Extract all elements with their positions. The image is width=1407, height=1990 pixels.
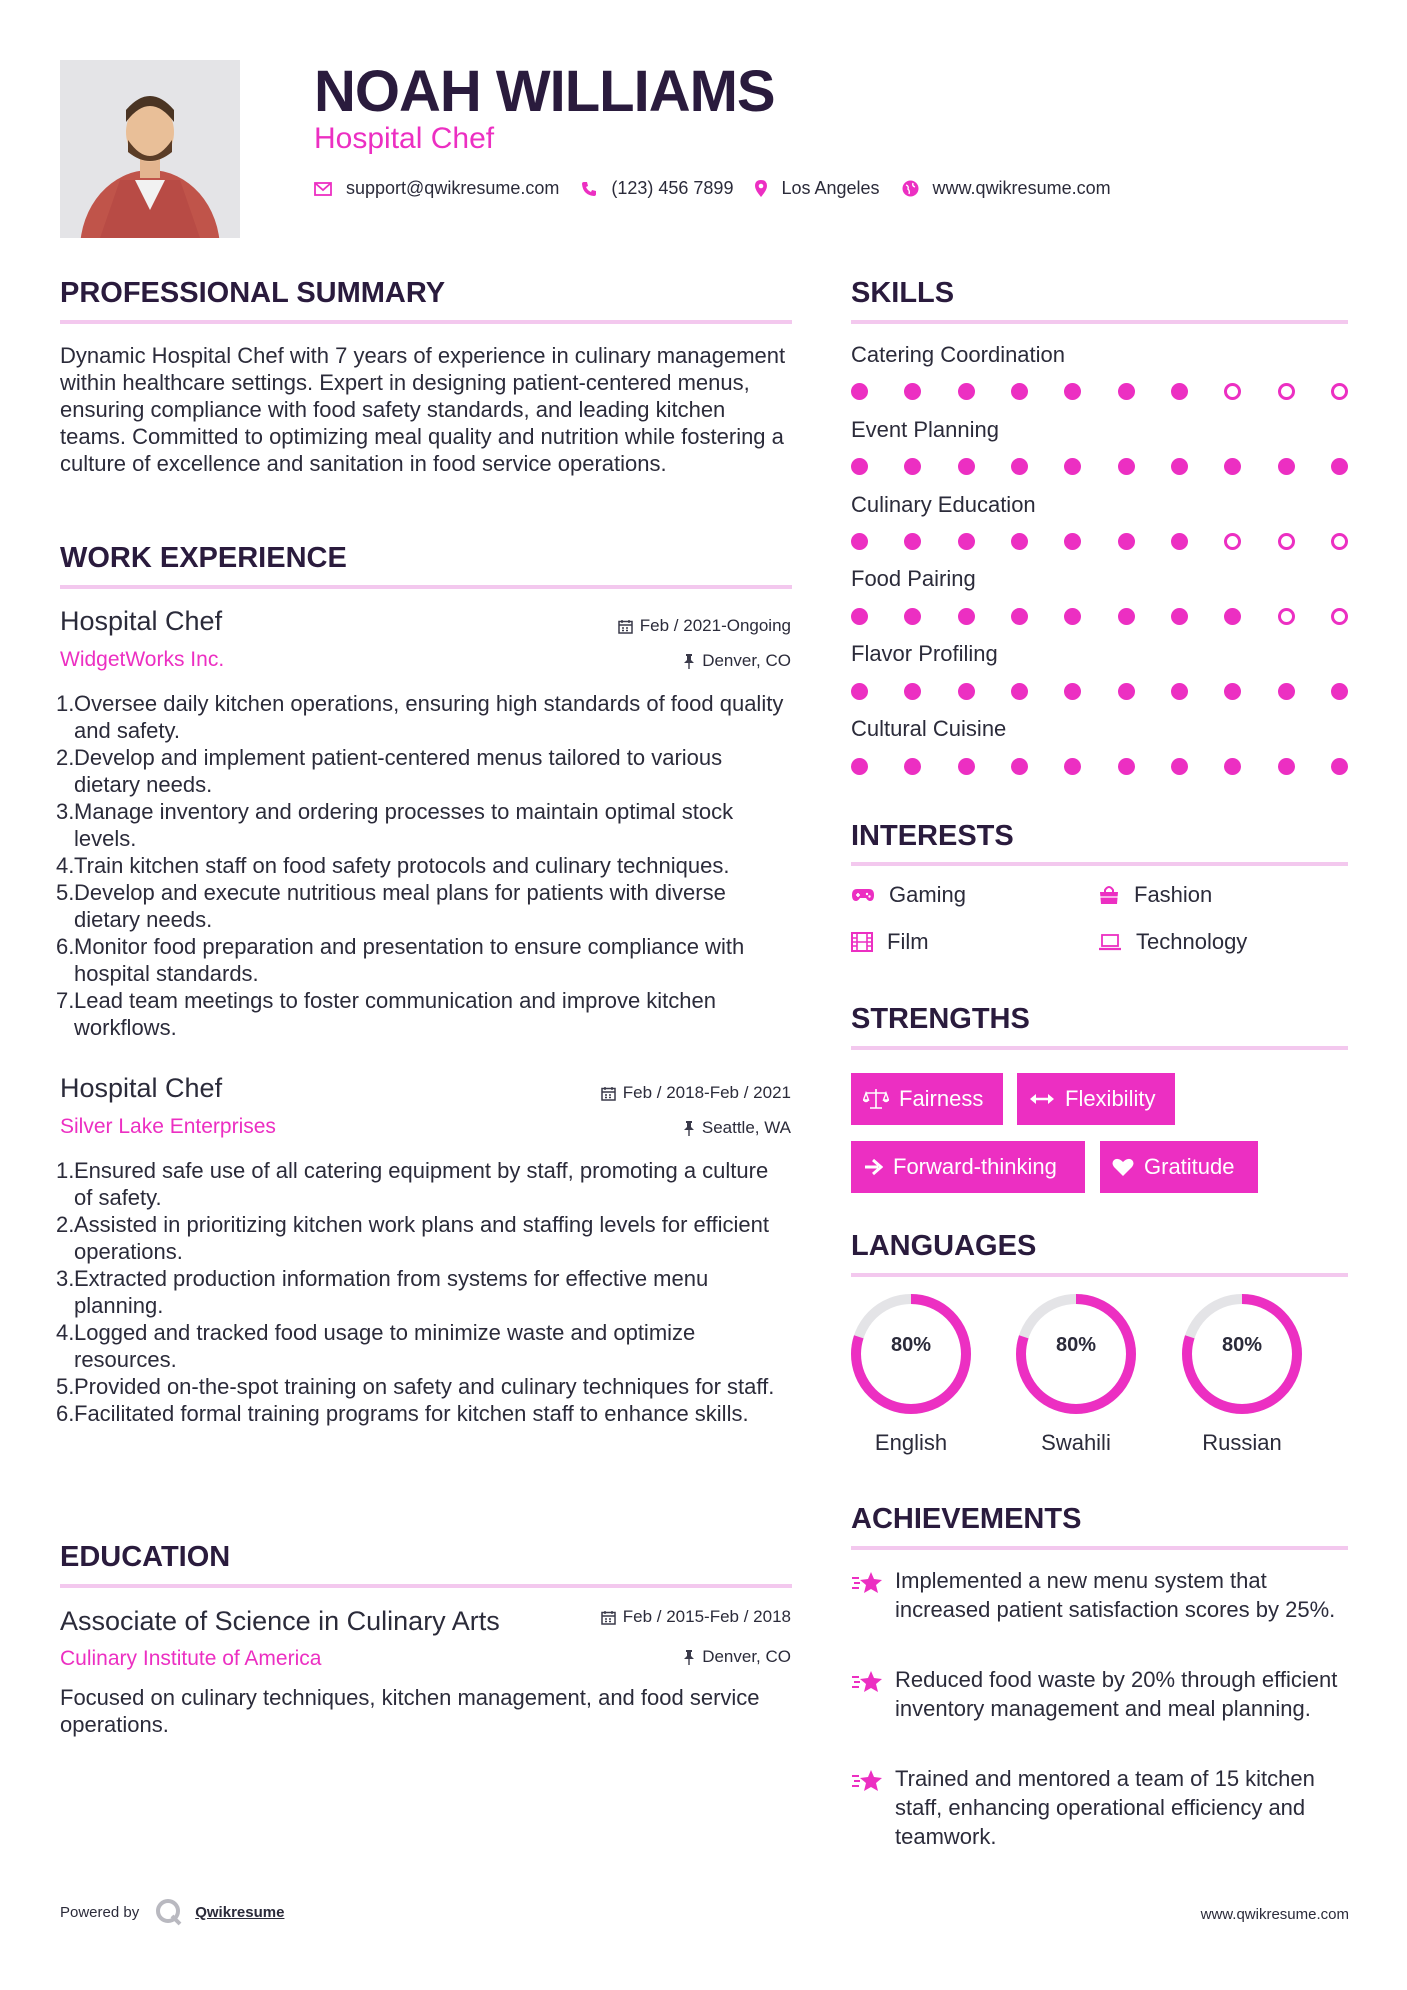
achievement-item: Reduced food waste by 20% through efficient inventory management and meal planning. bbox=[851, 1665, 1351, 1723]
strength-badge: Forward-thinking bbox=[851, 1141, 1085, 1193]
skill-dot-filled bbox=[904, 608, 921, 625]
interests-heading: INTERESTS bbox=[851, 820, 1014, 852]
film-icon bbox=[851, 932, 873, 952]
interest-item: Technology bbox=[1098, 929, 1247, 955]
skill-dot-filled bbox=[1011, 608, 1028, 625]
language-percent: 80% bbox=[890, 1334, 932, 1356]
skill-dot-filled bbox=[851, 383, 868, 400]
list-item: 6. Facilitated formal training programs for kitchen staff to enhance skills. bbox=[56, 1401, 749, 1426]
skill-dot-filled bbox=[1011, 533, 1028, 550]
language-name: Swahili bbox=[1041, 1430, 1111, 1455]
powered-by-text: Powered by bbox=[60, 1903, 140, 1921]
phone-icon bbox=[581, 181, 597, 197]
pushpin-icon bbox=[683, 1649, 695, 1665]
skill-dot-filled bbox=[1331, 683, 1348, 700]
qwikresume-logo-icon bbox=[155, 1898, 183, 1926]
skill-rating bbox=[851, 456, 1348, 476]
skill-dot-empty bbox=[1278, 533, 1295, 550]
skill-dot-empty bbox=[1331, 383, 1348, 400]
education-location-text: Denver, CO bbox=[702, 1647, 791, 1666]
skill-dot-filled bbox=[1171, 608, 1188, 625]
skill-dot-filled bbox=[1064, 758, 1081, 775]
list-item: 2. Develop and implement patient-centered menus tailored to various dietary needs. bbox=[56, 745, 723, 797]
summary-text: Dynamic Hospital Chef with 7 years of experience in culinary management within healthcare settings. Expert in designing patient-centered menus, ensuring compliance with food safety standards, and leading kitchen teams. Committed to optimizing meal quality and nutrition while fostering a culture of excellence and sanitation in food service operations. bbox=[60, 343, 786, 476]
list-item: 5. Provided on-the-spot training on safety and culinary techniques for staff. bbox=[56, 1374, 775, 1399]
list-item: 4. Train kitchen staff on food safety protocols and culinary techniques. bbox=[56, 853, 730, 878]
achievements-heading: ACHIEVEMENTS bbox=[851, 1503, 1082, 1535]
skill-dot-filled bbox=[1118, 608, 1135, 625]
skill-dot-filled bbox=[958, 608, 975, 625]
calendar-icon bbox=[601, 1610, 616, 1625]
skill-dot-filled bbox=[1118, 758, 1135, 775]
skill-dot-filled bbox=[1278, 458, 1295, 475]
laptop-icon bbox=[1098, 933, 1122, 951]
strengths-divider bbox=[851, 1046, 1348, 1050]
skill-dot-filled bbox=[1278, 758, 1295, 775]
skill-dot-filled bbox=[851, 683, 868, 700]
list-item: 1. Ensured safe use of all catering equipment by staff, promoting a culture of safety. bbox=[56, 1158, 769, 1210]
skill-dot-filled bbox=[1278, 683, 1295, 700]
skill-dot-filled bbox=[1064, 383, 1081, 400]
education-description: Focused on culinary techniques, kitchen management, and food service operations. bbox=[60, 1685, 760, 1737]
list-item: 1. Oversee daily kitchen operations, ensuring high standards of food quality and safety. bbox=[56, 691, 784, 743]
skill-name: Catering Coordination bbox=[851, 342, 1066, 367]
skill-dot-filled bbox=[958, 458, 975, 475]
skill-dot-filled bbox=[1064, 533, 1081, 550]
skill-dot-filled bbox=[1331, 458, 1348, 475]
job-title: Hospital Chef bbox=[60, 606, 223, 636]
skill-dot-filled bbox=[851, 608, 868, 625]
skill-dot-filled bbox=[1224, 683, 1241, 700]
skill-dot-filled bbox=[1064, 683, 1081, 700]
skill-rating bbox=[851, 681, 1348, 701]
skill-dot-filled bbox=[904, 683, 921, 700]
skill-dot-filled bbox=[1011, 383, 1028, 400]
skill-dot-filled bbox=[958, 533, 975, 550]
education-dates-text: Feb / 2015-Feb / 2018 bbox=[622, 1607, 791, 1626]
degree-title: Associate of Science in Culinary Arts bbox=[60, 1606, 500, 1636]
job-bullets bbox=[56, 1157, 786, 1427]
skill-dot-empty bbox=[1278, 608, 1295, 625]
skill-dot-empty bbox=[1278, 383, 1295, 400]
gamepad-icon bbox=[851, 887, 875, 903]
languages-divider bbox=[851, 1273, 1348, 1277]
footer-website[interactable]: www.qwikresume.com bbox=[1200, 1906, 1349, 1923]
skill-dot-filled bbox=[1171, 683, 1188, 700]
skills-divider bbox=[851, 320, 1348, 324]
contact-location bbox=[755, 178, 879, 199]
skill-dot-filled bbox=[904, 533, 921, 550]
summary-heading: PROFESSIONAL SUMMARY bbox=[60, 277, 446, 309]
skill-dot-filled bbox=[1224, 608, 1241, 625]
summary-divider bbox=[60, 320, 792, 324]
job-location-text: Seattle, WA bbox=[701, 1118, 791, 1137]
skill-dot-filled bbox=[1118, 383, 1135, 400]
qwikresume-link[interactable]: Qwikresume bbox=[195, 1903, 285, 1921]
achievements-divider bbox=[851, 1546, 1348, 1550]
skill-dot-empty bbox=[1224, 383, 1241, 400]
candidate-title: Hospital Chef bbox=[314, 122, 495, 155]
achievement-item: Implemented a new menu system that increased patient satisfaction scores by 25%. bbox=[851, 1566, 1351, 1624]
skill-dot-filled bbox=[1118, 458, 1135, 475]
job-company: Silver Lake Enterprises bbox=[60, 1115, 276, 1138]
school-name: Culinary Institute of America bbox=[60, 1647, 322, 1670]
skill-dot-filled bbox=[1171, 458, 1188, 475]
skill-dot-empty bbox=[1331, 533, 1348, 550]
skills-heading: SKILLS bbox=[851, 277, 955, 309]
balance-scale-icon bbox=[863, 1088, 889, 1110]
job-dates bbox=[601, 1083, 791, 1103]
language-percent: 80% bbox=[1221, 1334, 1263, 1356]
interest-item: Gaming bbox=[851, 882, 966, 908]
experience-heading: WORK EXPERIENCE bbox=[60, 542, 347, 574]
skill-dot-filled bbox=[958, 683, 975, 700]
skill-dot-filled bbox=[1224, 758, 1241, 775]
calendar-icon bbox=[618, 619, 633, 634]
interest-item: Fashion bbox=[1098, 882, 1212, 908]
language-item bbox=[849, 1292, 973, 1456]
skill-dot-filled bbox=[1224, 458, 1241, 475]
arrow-right-icon bbox=[863, 1158, 883, 1176]
skill-name: Culinary Education bbox=[851, 492, 1036, 517]
skill-dot-filled bbox=[958, 383, 975, 400]
globe-icon bbox=[902, 180, 919, 197]
skill-dot-filled bbox=[1331, 758, 1348, 775]
calendar-icon bbox=[601, 1086, 616, 1101]
education-divider bbox=[60, 1584, 792, 1588]
interests-divider bbox=[851, 862, 1348, 866]
languages-heading: LANGUAGES bbox=[851, 1230, 1037, 1262]
list-item: 6. Monitor food preparation and presentation to ensure compliance with hospital standards. bbox=[56, 934, 745, 986]
contact-bar bbox=[314, 178, 1133, 199]
job-dates bbox=[618, 616, 791, 636]
skill-dot-filled bbox=[1064, 458, 1081, 475]
shooting-star-icon bbox=[851, 1566, 895, 1624]
job-bullets bbox=[56, 690, 786, 1041]
language-item bbox=[1180, 1292, 1304, 1456]
envelope-icon bbox=[314, 182, 332, 196]
skill-dot-empty bbox=[1331, 608, 1348, 625]
skill-dot-filled bbox=[1171, 758, 1188, 775]
job-title: Hospital Chef bbox=[60, 1073, 223, 1103]
skill-dot-filled bbox=[1011, 758, 1028, 775]
shopping-bag-icon bbox=[1098, 885, 1120, 905]
heart-icon bbox=[1112, 1157, 1134, 1177]
education-dates bbox=[601, 1607, 791, 1627]
skill-name: Food Pairing bbox=[851, 566, 976, 591]
list-item: 2. Assisted in prioritizing kitchen work plans and staffing levels for efficient operations. bbox=[56, 1212, 769, 1264]
strength-badge: Gratitude bbox=[1100, 1141, 1258, 1193]
skill-dot-filled bbox=[1064, 608, 1081, 625]
list-item: 3. Extracted production information from systems for effective menu planning. bbox=[56, 1266, 709, 1318]
profile-photo bbox=[60, 60, 240, 238]
job-dates-text: Feb / 2021-Ongoing bbox=[639, 616, 791, 635]
contact-phone[interactable] bbox=[581, 178, 733, 199]
job-dates-text: Feb / 2018-Feb / 2021 bbox=[622, 1083, 791, 1102]
skill-dot-filled bbox=[1118, 683, 1135, 700]
skill-dot-filled bbox=[1171, 533, 1188, 550]
shooting-star-icon bbox=[851, 1665, 895, 1723]
education-heading: EDUCATION bbox=[60, 1541, 231, 1573]
language-item bbox=[1014, 1292, 1138, 1456]
achievement-item: Trained and mentored a team of 15 kitchen staff, enhancing operational efficiency and teamwork. bbox=[851, 1764, 1351, 1851]
skill-dot-empty bbox=[1224, 533, 1241, 550]
skill-dot-filled bbox=[904, 383, 921, 400]
skill-dot-filled bbox=[1011, 458, 1028, 475]
education-location bbox=[683, 1647, 791, 1667]
contact-email[interactable] bbox=[314, 178, 559, 199]
skill-dot-filled bbox=[958, 758, 975, 775]
language-name: English bbox=[874, 1430, 948, 1455]
skill-name: Cultural Cuisine bbox=[851, 716, 1007, 741]
skill-dot-filled bbox=[851, 758, 868, 775]
job-location bbox=[683, 651, 791, 671]
map-pin-icon bbox=[755, 180, 767, 197]
contact-website-text: www.qwikresume.com bbox=[932, 178, 1111, 198]
pushpin-icon bbox=[683, 1120, 695, 1136]
contact-email-text: support@qwikresume.com bbox=[346, 178, 560, 198]
job-company: WidgetWorks Inc. bbox=[60, 648, 225, 671]
contact-website[interactable] bbox=[902, 178, 1111, 199]
skill-rating bbox=[851, 381, 1348, 401]
skill-dot-filled bbox=[851, 458, 868, 475]
skill-rating bbox=[851, 756, 1348, 776]
skill-dot-filled bbox=[904, 458, 921, 475]
pushpin-icon bbox=[683, 653, 695, 669]
job-location-text: Denver, CO bbox=[702, 651, 791, 670]
arrows-horizontal-icon bbox=[1029, 1092, 1055, 1106]
language-percent: 80% bbox=[1055, 1334, 1097, 1356]
skill-rating bbox=[851, 606, 1348, 626]
strengths-heading: STRENGTHS bbox=[851, 1003, 1030, 1035]
contact-phone-text: (123) 456 7899 bbox=[611, 178, 734, 198]
list-item: 4. Logged and tracked food usage to minimize waste and optimize resources. bbox=[56, 1320, 696, 1372]
list-item: 5. Develop and execute nutritious meal plans for patients with diverse dietary needs. bbox=[56, 880, 726, 932]
strength-badge: Fairness bbox=[851, 1073, 1003, 1125]
skill-dot-filled bbox=[1011, 683, 1028, 700]
skill-name: Event Planning bbox=[851, 417, 999, 442]
list-item: 3. Manage inventory and ordering processes to maintain optimal stock levels. bbox=[56, 799, 734, 851]
list-item: 7. Lead team meetings to foster communication and improve kitchen workflows. bbox=[56, 988, 716, 1040]
experience-divider bbox=[60, 585, 792, 589]
skill-dot-filled bbox=[1171, 383, 1188, 400]
job-location bbox=[683, 1118, 791, 1138]
interest-item: Film bbox=[851, 929, 929, 955]
footer-powered-by bbox=[60, 1898, 284, 1926]
skill-name: Flavor Profiling bbox=[851, 641, 998, 666]
skill-dot-filled bbox=[904, 758, 921, 775]
candidate-name: NOAH WILLIAMS bbox=[314, 59, 775, 124]
skill-dot-filled bbox=[1118, 533, 1135, 550]
strength-badge: Flexibility bbox=[1017, 1073, 1175, 1125]
skill-dot-filled bbox=[851, 533, 868, 550]
language-name: Russian bbox=[1202, 1430, 1282, 1455]
contact-location-text: Los Angeles bbox=[781, 178, 880, 198]
shooting-star-icon bbox=[851, 1764, 895, 1851]
skill-rating bbox=[851, 531, 1348, 551]
